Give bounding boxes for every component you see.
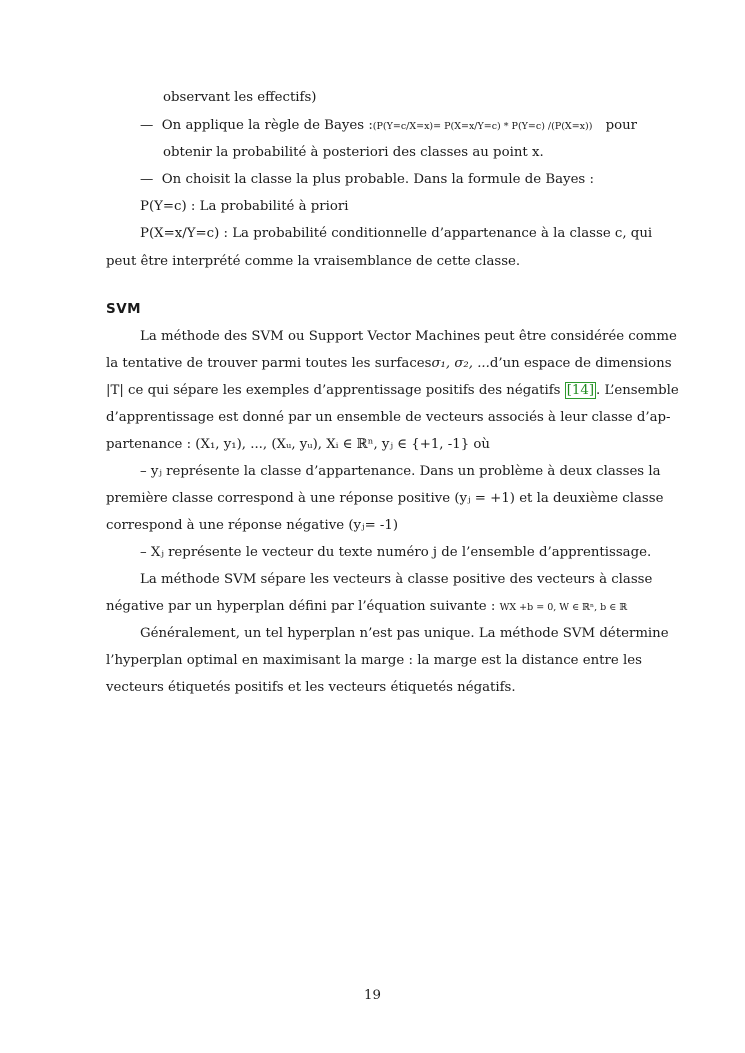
text-line [140, 199, 349, 215]
text-line [140, 572, 653, 588]
text-span: négative par un hyperplan défini par l’équation suivante : [106, 599, 496, 614]
dash-bullet: — [140, 172, 154, 187]
text-line [106, 356, 672, 372]
bayes-formula: (P(Y=c/X=x)= P(X=x/Y=c) * P(Y=c) /(P(X=x)) [372, 121, 593, 132]
text-span: correspond à une réponse négative (yⱼ= -1) [106, 518, 399, 533]
list-item [140, 118, 637, 135]
text-span: – Xⱼ représente le vecteur du texte numéro j de l’ensemble d’apprentissage. [140, 545, 652, 560]
text-span: peut être interprété comme la vraisemblance de cette classe. [106, 254, 521, 269]
text-line [106, 599, 627, 616]
text-line [140, 626, 669, 642]
text-span: – yⱼ représente la classe d’appartenance. Dans un problème à deux classes la [140, 464, 661, 479]
text-span: P(Y=c) : La probabilité à priori [140, 199, 349, 214]
text-line [106, 518, 398, 534]
text-span: La méthode SVM sépare les vecteurs à classe positive des vecteurs à classe [140, 572, 653, 587]
text-span: P(X=x/Y=c) : La probabilité conditionnelle d’appartenance à la classe c, qui [140, 226, 653, 241]
dash-bullet: — [140, 118, 154, 133]
list-item [140, 464, 661, 480]
text-line [163, 145, 544, 161]
text-span: obtenir la probabilité à posteriori des classes au point x. [163, 145, 544, 160]
text-span: d’un espace de dimensions [489, 356, 672, 371]
text-span: d’apprentissage est donné par un ensemble de vecteurs associés à leur classe d’ap- [106, 410, 671, 425]
text-line [106, 437, 490, 453]
text-line [106, 410, 671, 426]
text-span: la tentative de trouver parmi toutes les surfaces [106, 356, 432, 371]
text-span: vecteurs étiquetés positifs et les vecteurs étiquetés négatifs. [106, 680, 516, 695]
text-line [106, 653, 642, 669]
text-span: On choisit la classe la plus probable. Dans la formule de Bayes : [161, 172, 594, 187]
text-span: l’hyperplan optimal en maximisant la marge : la marge est la distance entre les [106, 653, 642, 668]
text-line [106, 491, 663, 507]
hyperplan-formula: WX +b = 0, W ∈ ℝⁿ, b ∈ ℝ [499, 602, 628, 613]
text-span: pour [605, 118, 637, 133]
text-span: première classe correspond à une réponse positive (yⱼ = +1) et la deuxième classe [106, 491, 664, 506]
list-item [140, 545, 651, 561]
text-span: observant les effectifs) [163, 90, 317, 105]
page-number: 19 [364, 988, 381, 1003]
text-span: Généralement, un tel hyperplan n’est pas unique. La méthode SVM détermine [140, 626, 669, 641]
text-line [140, 226, 653, 242]
list-item [140, 172, 594, 188]
section-heading: SVM [106, 301, 142, 317]
citation-link[interactable]: [14] [566, 383, 595, 398]
text-span: La méthode des SVM ou Support Vector Machines peut être considérée comme [140, 329, 677, 344]
text-span: . L’ensemble [596, 383, 679, 398]
text-line [140, 329, 677, 345]
text-line [106, 254, 520, 270]
text-span: |T| ce qui sépare les exemples d’apprentissage positifs des négatifs [106, 383, 565, 398]
text-line [106, 383, 679, 399]
text-line [106, 680, 516, 696]
math-line: partenance : (X₁, y₁), ..., (Xᵤ, yᵤ), Xᵢ ∈ ℝⁿ, yⱼ ∈ {+1, -1} où [106, 437, 490, 452]
math-span: σ₁, σ₂, ... [431, 356, 490, 371]
text-line [163, 90, 316, 106]
text-span: On applique la règle de Bayes : [161, 118, 373, 133]
